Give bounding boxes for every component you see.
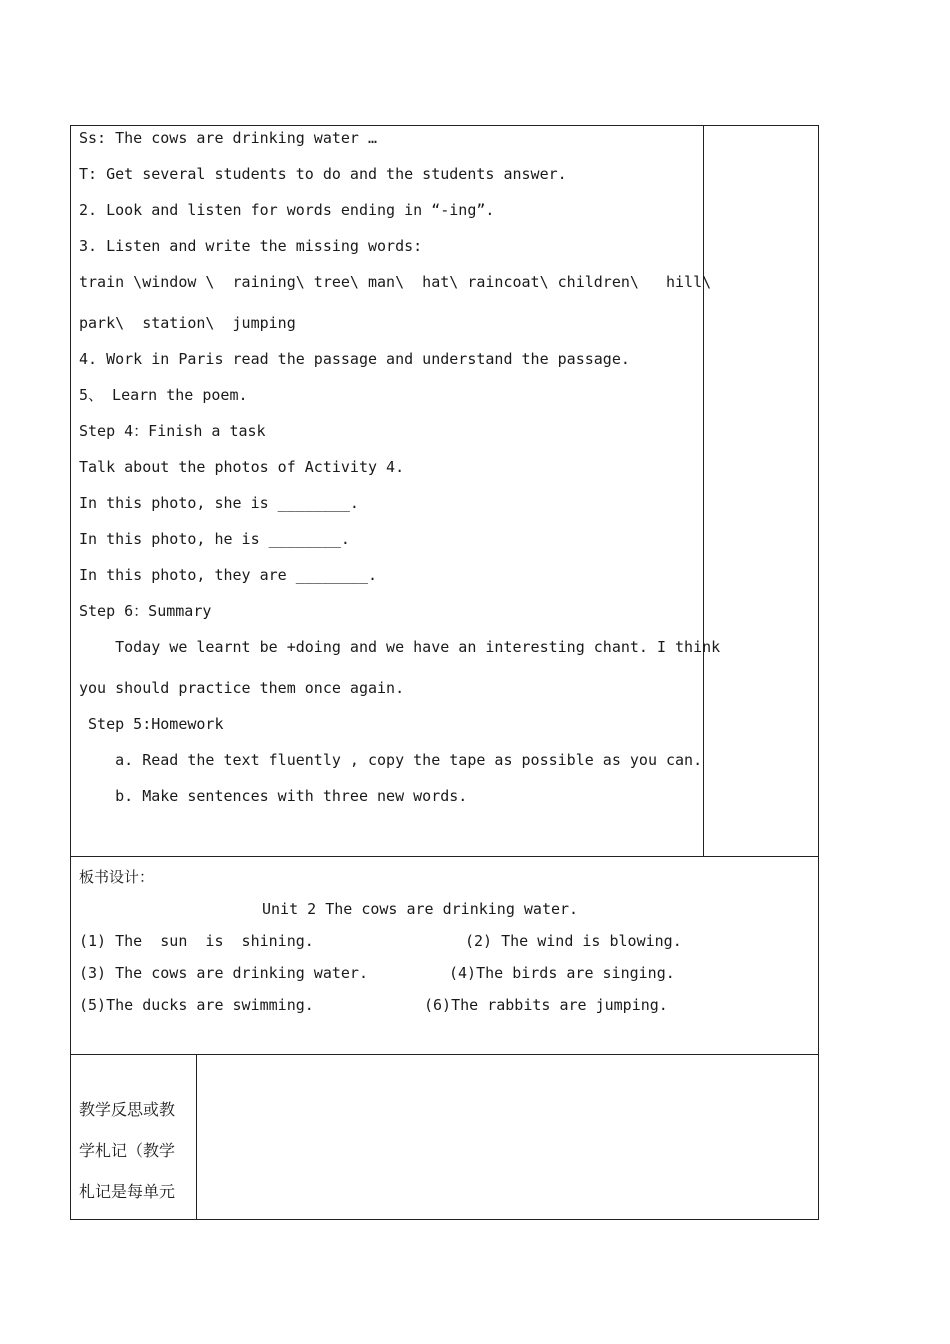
procedure-line: 4. Work in Paris read the passage and understand the passage. [79,350,630,368]
procedure-line: Talk about the photos of Activity 4. [79,458,405,476]
procedure-side-cell [703,125,819,857]
procedure-line: 2. Look and listen for words ending in “-ing”. [79,201,495,219]
procedure-line: 3. Listen and write the missing words: [79,237,423,255]
board-item: (5)The ducks are swimming. [79,996,314,1014]
procedure-line: Step 6：Summary [79,602,212,620]
board-title: Unit 2 The cows are drinking water. [262,900,579,918]
procedure-line: 5、 Learn the poem. [79,386,248,404]
reflection-label: 札记是每单元 [79,1182,176,1201]
procedure-line: you should practice them once again. [79,679,405,697]
procedure-line: In this photo, she is ________. [79,494,359,512]
board-item: (6)The rabbits are jumping. [424,996,668,1014]
procedure-line: In this photo, they are ________. [79,566,378,584]
procedure-line: Step 4：Finish a task [79,422,266,440]
board-design-label: 板书设计： [79,868,155,886]
board-design-cell [70,856,819,1055]
procedure-line: a. Read the text fluently , copy the tape as possible as you can. [79,751,703,769]
board-item: (4)The birds are singing. [449,964,675,982]
board-item: (1) The sun is shining. [79,932,314,950]
reflection-label: 学札记（教学 [79,1141,176,1160]
procedure-line: train \window \ raining\ tree\ man\ hat\ raincoat\ children\ hill\ [79,273,712,291]
procedure-line: Step 5:Homework [79,715,224,733]
procedure-line: Today we learnt be +doing and we have an interesting chant. I think [79,638,721,656]
board-item: (2) The wind is blowing. [465,932,682,950]
procedure-line: b. Make sentences with three new words. [79,787,468,805]
procedure-line: Ss: The cows are drinking water … [79,129,378,147]
board-item: (3) The cows are drinking water. [79,964,368,982]
procedure-line: T: Get several students to do and the students answer. [79,165,567,183]
procedure-line: park\ station\ jumping [79,314,296,332]
procedure-line: In this photo, he is ________. [79,530,350,548]
reflection-label: 教学反思或教 [79,1100,176,1119]
